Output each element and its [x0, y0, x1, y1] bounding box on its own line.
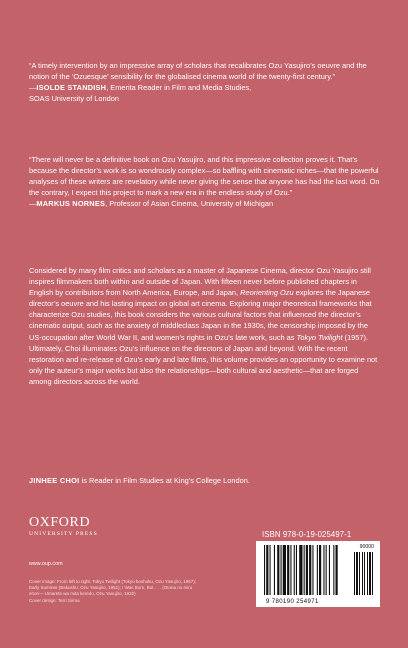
quote-text: “There will never be a definitive book on Ozu Yasujiro, and this impressive collection proves it. That’s because the director’s work is so wondrously complex—so baffling with cinematic riches—that the powerful analyses of these writers are revelatory while never giving the sense that anyone has had the last word. On the contrary, I expect this project to mark a new era in the endless study of Ozu.”: [29, 155, 380, 197]
barcode-bar: [290, 545, 291, 595]
endorsement-quote-2: [29, 155, 381, 210]
barcode-digits: 9 780190 254971: [266, 599, 319, 605]
film-title: Tokyo Twilight: [296, 332, 343, 342]
barcode-bars: [256, 541, 380, 607]
barcode-bar: [329, 545, 330, 595]
book-title: Reorienting Ozu: [240, 288, 294, 298]
cover-credits: Cover image: From left to right: Tokyo Twilight (Tokyo boshoku, Ozu Yasujiro, 1957); Early Summer (Bakushu, Ozu Yasujiro, 1951); I Was Born, But . . . (Otona no miru ehon— Umarete wa mita keredo, Ozu Yasujiro, 1932) Cover design: Terri Sirma: [29, 579, 196, 603]
barcode-bar: [281, 545, 282, 595]
endorser-name: MARKUS NORNES: [36, 198, 106, 208]
barcode-bar: [309, 545, 311, 595]
barcode-bar: [274, 545, 275, 595]
publisher-logo: OXFORD UNIVERSITY PRESS: [29, 515, 98, 537]
author-name: JINHEE CHOI: [29, 476, 80, 485]
barcode-bar: [312, 545, 313, 595]
addon-bar: [359, 552, 360, 595]
barcode-bar: [270, 545, 271, 595]
barcode-bar: [317, 545, 318, 595]
addon-bar: [354, 552, 355, 595]
barcode: [256, 541, 380, 607]
addon-bar: [364, 552, 365, 595]
barcode-bar: [266, 545, 268, 595]
barcode-bar: [264, 545, 265, 595]
addon-bar: [356, 552, 358, 595]
addon-bar: [362, 552, 363, 595]
quote-attribution: —MARKUS NORNES, Professor of Asian Cinema, University of Michigan: [29, 198, 274, 208]
book-description: Considered by many film critics and scholars as a master of Japanese Cinema, director Ozu Yasujiro still inspires filmmakers both within and outside of Japan. With fifteen never before published chapters in English by contributors from North America, Europe, and Japan, Reorienting Ozu explores the Japanese director’s oeuvre and his lasting impact on global art cinema. Exploring major theoretical frameworks that characterize Ozu studies, this book considers the various cultural factors that influenced the director’s cinematic output, such as the anxiety of middleclass Japan in the 1930s, the censorship imposed by the US-occupation after World War II, and women’s rights in Ozu’s late work, such as Tokyo Twilight (1957). Ultimately, Choi illuminates Ozu’s influence on the directors of Japan and beyond. With the recent restoration and re-release of Ozu’s early and late films, this volume provides an opportunity to examine not only the auteur’s major works but also the relationships—both cultural and aesthetic—that are forged among directors across the world.: [29, 266, 378, 386]
endorser-name: ISOLDE STANDISH: [36, 82, 107, 92]
barcode-bar: [294, 545, 295, 595]
endorsement-quote-1: [29, 61, 381, 105]
publisher-website[interactable]: www.oup.com: [29, 561, 63, 567]
barcode-bar: [304, 545, 305, 595]
addon-bar: [372, 552, 373, 595]
barcode-bar: [326, 545, 327, 595]
isbn-label: ISBN 978-0-19-025497-1: [262, 530, 352, 539]
barcode-bar: [319, 545, 321, 595]
barcode-bar: [277, 545, 279, 595]
quote-attribution: —ISOLDE STANDISH, Emerita Reader in Film and Media Studies, SOAS University of London: [29, 82, 252, 103]
barcode-bar: [336, 545, 338, 595]
barcode-bar: [306, 545, 308, 595]
barcode-bar: [287, 545, 289, 595]
barcode-bar: [323, 545, 324, 595]
barcode-bar: [283, 545, 286, 595]
author-bio: JINHEE CHOI is Reader in Film Studies at King’s College London.: [29, 476, 250, 485]
addon-bar: [369, 552, 371, 595]
barcode-bar: [333, 545, 334, 595]
barcode-bar: [296, 545, 297, 595]
barcode-addon-digits: 90000: [359, 544, 374, 550]
barcode-bar: [299, 545, 302, 595]
addon-bar: [367, 552, 368, 595]
quote-text: “A timely intervention by an impressive array of scholars that recalibrates Ozu Yasujiro’s oeuvre and the notion of the ‘Ozuesque’ sensibility for the globalised cinema world of the twenty-first century.”: [29, 61, 367, 81]
